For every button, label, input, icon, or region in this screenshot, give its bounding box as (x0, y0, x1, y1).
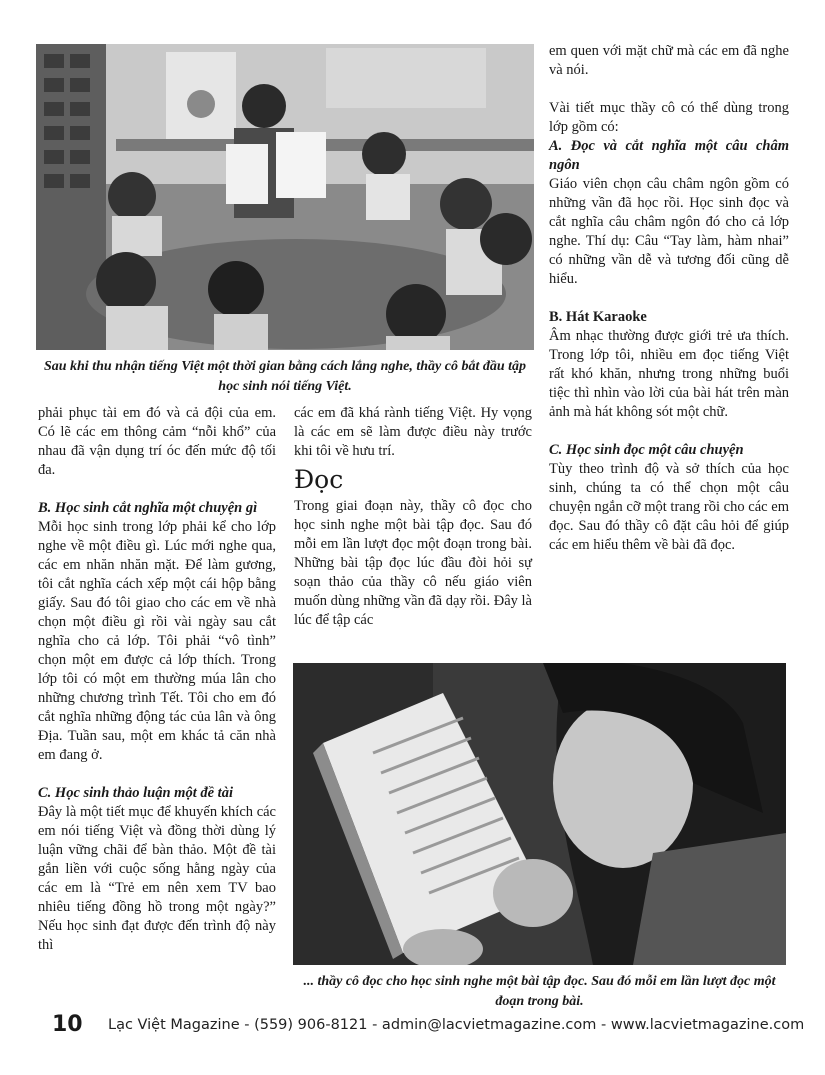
subheading-b: B. Học sinh cắt nghĩa một chuyện gì (38, 500, 258, 516)
subheading-c: C. Học sinh thảo luận một đề tài (38, 785, 233, 801)
paragraph: Vài tiết mục thầy cô có thể dùng trong lớp gồm có: (549, 100, 789, 135)
footer-contact: Lạc Việt Magazine - (559) 906-8121 - admin@lacvietmagazine.com - www.lacvietmagazine.com (108, 1017, 805, 1033)
paragraph: Trong giai đoạn này, thầy cô đọc cho học sinh nghe một bài tập đọc. Sau đó mỗi em lần lượt đọc một đoạn trong bài. Những bài tập đọc lúc đầu đòi hỏi sự soạn thảo của thầy cô nếu giáo viên muốn dùng những vần đã dạy rồi. Đây là lúc để tập các (294, 498, 532, 628)
paragraph: các em đã khá rành tiếng Việt. Hy vọng là các em sẽ làm được điều này trước khi tôi về hưu trí. (294, 405, 532, 459)
right-column (549, 42, 789, 574)
page-footer (40, 1012, 805, 1042)
classroom-photo-caption: Sau khi thu nhận tiếng Việt một thời gian bằng cách lắng nghe, thầy cô bắt đầu tập học sinh nói tiếng Việt. (43, 359, 527, 394)
paragraph: em quen với mặt chữ mà các em đã nghe và nói. (549, 43, 789, 78)
subheading-a: A. Đọc và cắt nghĩa một câu châm ngôn (549, 138, 789, 173)
paragraph: Mỗi học sinh trong lớp phải kể cho lớp nghe về một điều gì. Lúc mới nghe qua, các em nhăn nhăn mặt. Để làm gương, tôi cắt nghĩa cách xếp một cái hộp bằng giấy. Sau đó tôi giao cho các em về nhà chọn một điều gì rồi vài ngày sau cắt nghĩa cho cả lớp. Tôi phải “vô tình” chọn một em được cả lớp thích. Trong lớp tôi có một em thường múa lân cho những chương trình Tết. Tôi cho em đó cắt nghĩa những động tác của lân và ông Địa. Tuần sau, một em khác tả căn nhà em đang ở. (38, 519, 276, 763)
reading-photo (293, 663, 786, 965)
middle-column (294, 404, 532, 630)
paragraph: Âm nhạc thường được giới trẻ ưa thích. Trong lớp tôi, nhiều em đọc tiếng Việt rất khó khăn, nhưng trong những buổi tiệc thì nhìn vào lời của bài hát trên màn ảnh mà hát không sót một chữ. (549, 328, 789, 420)
paragraph: phải phục tài em đó và cả đội của em. Có lẽ các em thông cảm “nỗi khổ” của nhau đã vận dụng trí óc đến mức độ tối đa. (38, 405, 276, 478)
left-column (38, 404, 276, 955)
subheading-c: C. Học sinh đọc một câu chuyện (549, 442, 744, 458)
paragraph: Đây là một tiết mục để khuyến khích các em nói tiếng Việt và đồng thời dùng lý luận vững chãi để bàn thảo. Một đề tài gắn liền với cuộc sống hằng ngày của các em là “Trẻ em nên xem TV bao nhiêu tiếng đồng hồ trong một ngày?” Nếu học sinh đạt được đến trình độ này thì (38, 804, 276, 953)
classroom-photo (36, 44, 534, 350)
page-number: 10 (52, 1012, 83, 1037)
subheading-b: B. Hát Karaoke (549, 309, 647, 325)
paragraph: Giáo viên chọn câu châm ngôn gồm có những vần đã học rồi. Học sinh đọc và cắt nghĩa câu châm ngôn đó cho cả lớp nghe. Thí dụ: Câu “Tay làm, hàm nhai” có những vần dễ và tương đối cũng dễ hiểu. (549, 176, 789, 287)
reading-photo-caption: ... thầy cô đọc cho học sinh nghe một bài tập đọc. Sau đó mỗi em lần lượt đọc một đoạn trong bài. (303, 974, 776, 1009)
paragraph: Tùy theo trình độ và sở thích của học sinh, chúng ta có thể chọn một câu chuyện ngắn cỡ một trang rồi cho các em đọc. Sau đó thầy cô đặt câu hỏi để giúp các em hiểu thêm về bài đã đọc. (549, 461, 789, 553)
section-title: Đọc (294, 465, 344, 494)
